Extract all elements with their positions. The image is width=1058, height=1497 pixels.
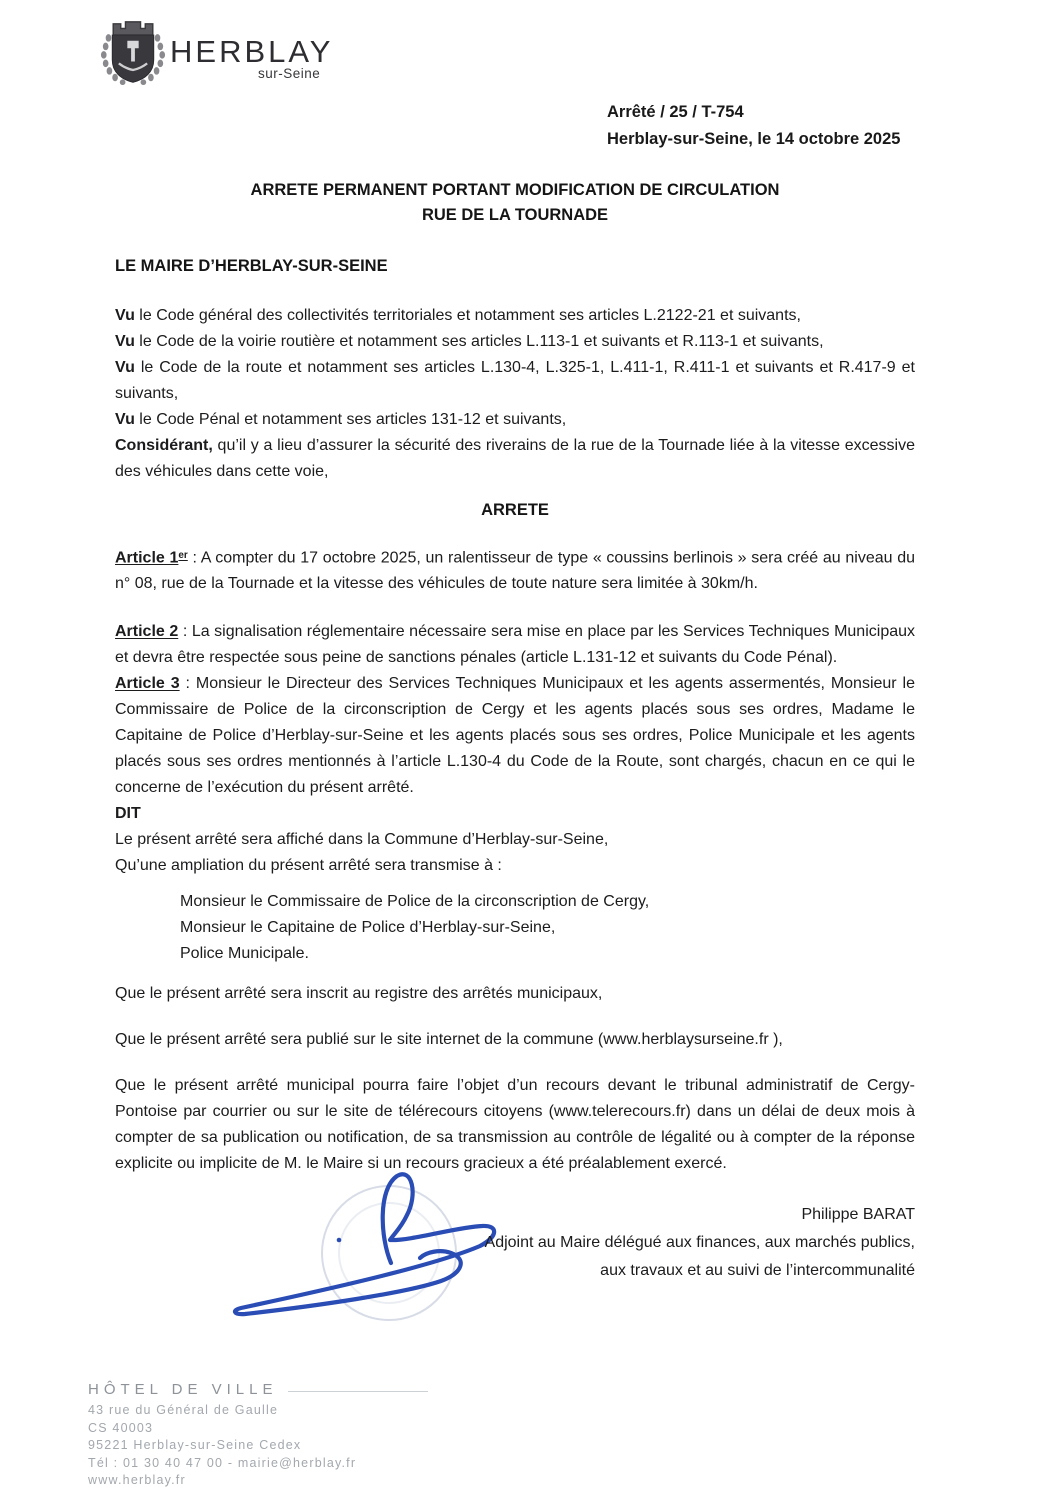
recipient-line: Monsieur le Capitaine de Police d’Herblay-sur-Seine, — [180, 919, 556, 937]
document-body — [115, 178, 915, 1337]
footer-contact-line: Tél : 01 30 40 47 00 - mairie@herblay.fr — [88, 1455, 357, 1470]
logo-subtitle: sur-Seine — [258, 66, 321, 81]
place-date-line: Herblay-sur-Seine, le 14 octobre 2025 — [607, 130, 901, 148]
closing-paragraph: Que le présent arrêté sera inscrit au registre des arrêtés municipaux, — [115, 985, 603, 1003]
article-1-paragraph: Article 1er : A compter du 17 octobre 2025, un ralentisseur de type « coussins berlinois » sera créé au niveau du n° 08, rue de la Tournade et la vitesse des véhicules de toute nature sera limitée à 30km/h. — [115, 549, 916, 593]
title-line-2: RUE DE LA TOURNADE — [421, 206, 609, 224]
closing-paragraph: Que le présent arrêté municipal pourra faire l’objet d’un recours devant le tribunal administratif de Cergy-Pontoise par courrier ou sur le site de télérecours citoyens (www.telerecours.fr) dans un délai de deux mois à compter de sa publication ou notification, de sa transmission au contrôle de légalité ou à compter de la réponse explicite ou implicite de M. le Maire si un recours gracieux a été préalablement exercé. — [115, 1077, 915, 1173]
recital-paragraph: Vu le Code de la route et notamment ses articles L.130-4, L.325-1, L.411-1, R.411-1 et suivants et R.417-9 et suivants, — [115, 359, 915, 402]
recital-paragraph: Considérant, qu’il y a lieu d’assurer la sécurité des riverains de la rue de la Tournade liée à la vitesse excessive des véhicules dans cette voie, — [115, 437, 915, 480]
reference-block — [607, 99, 900, 153]
recipient-line: Monsieur le Commissaire de Police de la circonscription de Cergy, — [180, 893, 650, 911]
recital-paragraph: Vu le Code de la voirie routière et notamment ses articles L.113-1 et suivants et R.113-1 et suivants, — [115, 333, 824, 350]
footer — [88, 1381, 428, 1490]
city-logo — [100, 16, 360, 108]
issuer-line: LE MAIRE D’HERBLAY-SUR-SEINE — [115, 257, 388, 275]
logo-wordmark: HERBLAY — [170, 34, 334, 69]
coat-of-arms-icon — [100, 18, 166, 88]
recital-paragraph: Vu le Code Pénal et notamment ses articles 131-12 et suivants, — [115, 411, 567, 428]
signer-role-line-1: Adjoint au Maire délégué aux finances, aux marchés publics, — [484, 1234, 915, 1252]
footer-address-line: 95221 Herblay-sur-Seine Cedex — [88, 1438, 302, 1452]
footer-office-name: HÔTEL DE VILLE — [88, 1381, 278, 1398]
recipient-line: Police Municipale. — [180, 945, 309, 963]
signature-block — [115, 1177, 915, 1337]
footer-address-line: 43 rue du Général de Gaulle — [88, 1403, 279, 1417]
order-heading: ARRETE — [481, 501, 549, 519]
recital-paragraph: Vu le Code général des collectivités territoriales et notamment ses articles L.2122-21 et suivants, — [115, 307, 801, 324]
dit-line: Le présent arrêté sera affiché dans la Commune d’Herblay-sur-Seine, — [115, 831, 609, 849]
signer-role-line-2: aux travaux et au suivi de l’intercommunalité — [600, 1262, 915, 1280]
dit-line: Qu’une ampliation du présent arrêté sera transmise à : — [115, 857, 502, 875]
signer-name: Philippe BARAT — [801, 1206, 915, 1224]
signature-scribble — [221, 1167, 501, 1327]
closing-paragraph: Que le présent arrêté sera publié sur le site internet de la commune (www.herblaysurseine.fr ), — [115, 1031, 783, 1049]
article-3-paragraph: Article 3 : Monsieur le Directeur des Services Techniques Municipaux et les agents assermentés, Monsieur le Commissaire de Police de la circonscription de Cergy et les agents placés sous ses ordres, Madame le Capitaine de Police d’Herblay-sur-Seine et les agents placés sous ses ordres, Police Municipale et les agents placés sous ses ordres mentionnés à l’article L.130-4 du Code de la Route, sont chargés, chacun en ce qui le concerne de l’exécution du présent arrêté. — [115, 675, 916, 797]
stamp-circle — [322, 1186, 456, 1320]
title-line-1: ARRETE PERMANENT PORTANT MODIFICATION DE CIRCULATION — [250, 181, 780, 199]
article-2-paragraph: Article 2 : La signalisation réglementaire nécessaire sera mise en place par les Services Techniques Municipaux et devra être respectée sous peine de sanctions pénales (article L.131-12 et suivants du Code Pénal). — [115, 623, 916, 667]
document-title — [115, 178, 915, 228]
arrete-number: Arrêté / 25 / T-754 — [607, 103, 744, 121]
signer-identity — [485, 1201, 915, 1285]
dit-heading: DIT — [115, 805, 141, 823]
footer-address — [88, 1402, 428, 1490]
footer-address-line: CS 40003 — [88, 1420, 154, 1435]
recipient-list — [180, 889, 915, 967]
footer-website: www.herblay.fr — [88, 1473, 186, 1487]
footer-divider-line — [288, 1391, 428, 1392]
